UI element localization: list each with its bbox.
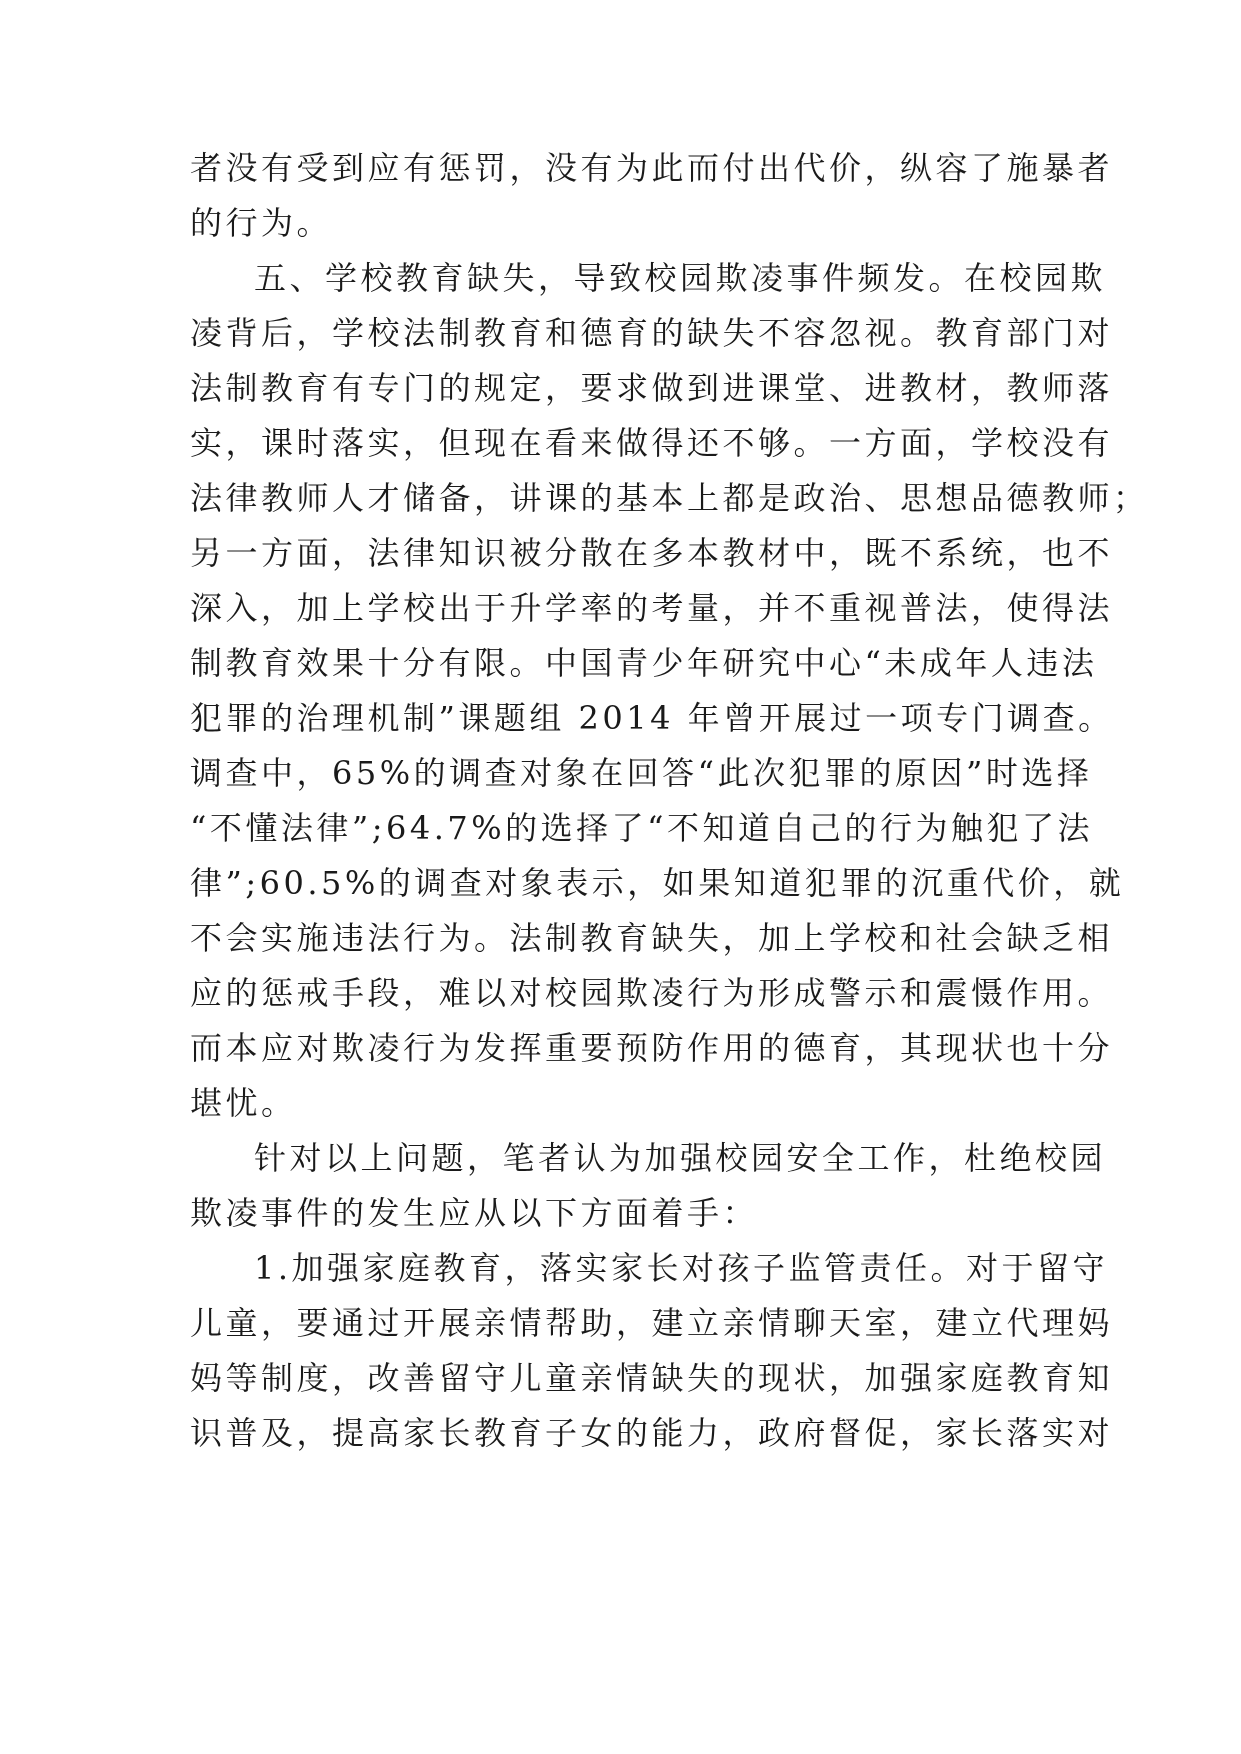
item-1-heading-line: 1.加强家庭教育，落实家长对孩子监管责任。对于留守: [254, 1249, 1109, 1287]
text-line: 不会实施违法行为。法制教育缺失，加上学校和社会缺乏相: [190, 919, 1114, 957]
text-line: 法律教师人才储备，讲课的基本上都是政治、思想品德教师；: [190, 479, 1149, 517]
text-line: 的行为。: [190, 204, 333, 242]
text-line: 欺凌事件的发生应从以下方面着手：: [190, 1194, 759, 1232]
text-line: 深入，加上学校出于升学率的考量，并不重视普法，使得法: [190, 589, 1114, 627]
paragraph-5-heading-line: 五、学校教育缺失，导致校园欺凌事件频发。在校园欺: [254, 259, 1107, 297]
text-line: 应的惩戒手段，难以对校园欺凌行为形成警示和震慑作用。: [190, 974, 1114, 1012]
text-line: 凌背后，学校法制教育和德育的缺失不容忽视。教育部门对: [190, 314, 1114, 352]
text-line: 实，课时落实，但现在看来做得还不够。一方面，学校没有: [190, 424, 1114, 462]
text-line: 而本应对欺凌行为发挥重要预防作用的德育，其现状也十分: [190, 1029, 1114, 1067]
text-line: 妈等制度，改善留守儿童亲情缺失的现状，加强家庭教育知: [190, 1359, 1114, 1397]
text-line: “不懂法律”;64.7%的选择了“不知道自己的行为触犯了法: [190, 809, 1094, 847]
text-line: 堪忧。: [190, 1084, 297, 1122]
text-line: 律”;60.5%的调查对象表示，如果知道犯罪的沉重代价，就: [190, 864, 1125, 902]
text-line: 儿童，要通过开展亲情帮助，建立亲情聊天室，建立代理妈: [190, 1304, 1114, 1342]
text-line: 法制教育有专门的规定，要求做到进课堂、进教材，教师落: [190, 369, 1114, 407]
text-line: 另一方面，法律知识被分散在多本教材中，既不系统，也不: [190, 534, 1114, 572]
conclusion-intro-line: 针对以上问题，笔者认为加强校园安全工作，杜绝校园: [254, 1139, 1107, 1177]
text-line: 调查中，65%的调查对象在回答“此次犯罪的原因”时选择: [190, 754, 1093, 792]
text-line: 制教育效果十分有限。中国青少年研究中心“未成年人违法: [190, 644, 1098, 682]
text-line: 犯罪的治理机制”课题组 2014 年曾开展过一项专门调查。: [190, 699, 1114, 737]
text-line: 者没有受到应有惩罚，没有为此而付出代价，纵容了施暴者: [190, 149, 1114, 187]
text-line: 识普及，提高家长教育子女的能力，政府督促，家长落实对: [190, 1414, 1114, 1452]
